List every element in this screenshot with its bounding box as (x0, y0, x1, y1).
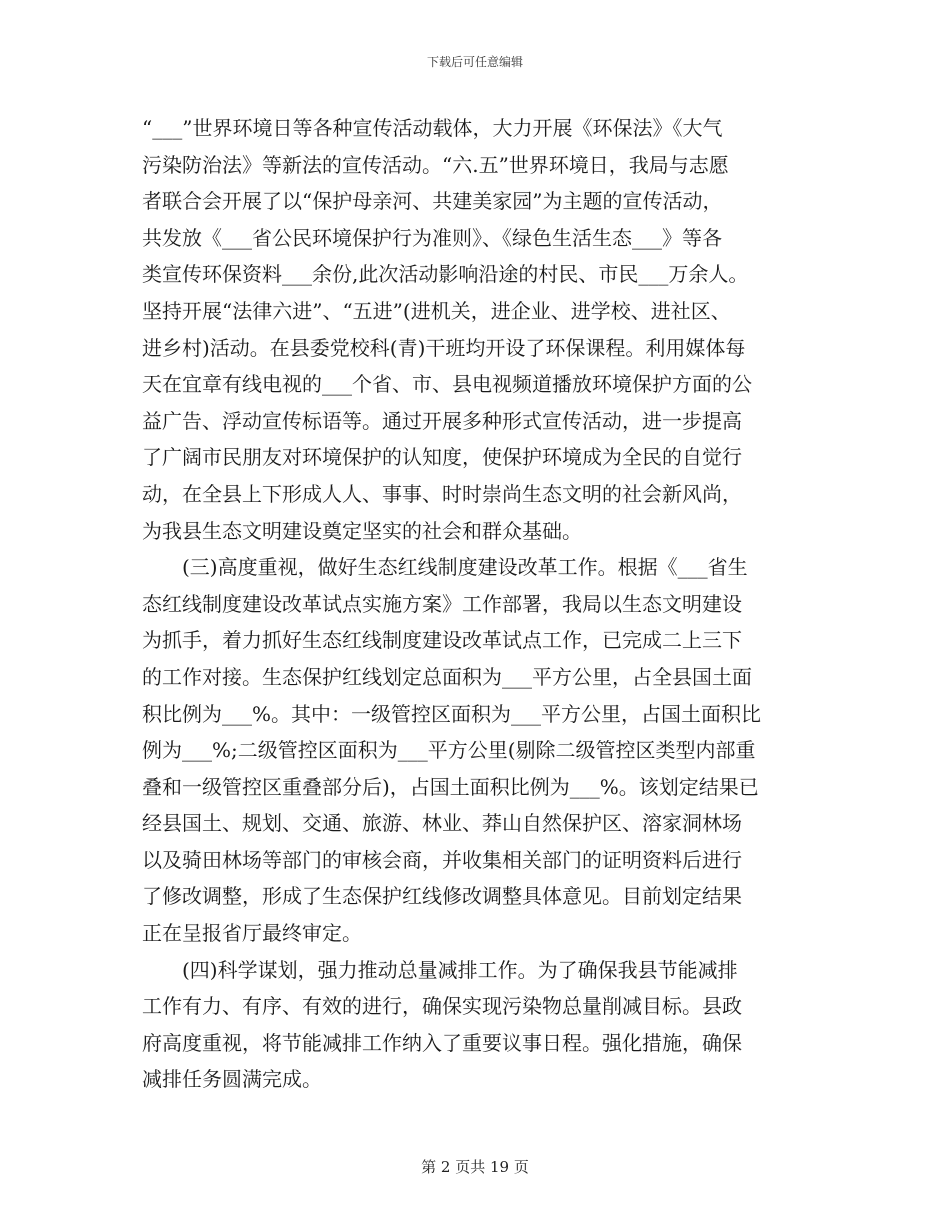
text-line: 为抓手，着力抓好生态红线制度建设改革试点工作，已完成二上三下 (142, 628, 742, 653)
text-line: 态红线制度建设改革试点实施方案》工作部署，我局以生态文明建设 (142, 591, 742, 616)
text-line: 正在呈报省厅最终审定。 (142, 921, 362, 946)
text-line: 经县国土、规划、交通、旅游、林业、莽山自然保护区、溶家洞林场 (142, 811, 742, 836)
text-line: (四)科学谋划，强力推动总量减排工作。为了确保我县节能减排 (182, 957, 738, 982)
document-body (142, 110, 822, 1098)
text-line: 益广告、浮动宣传标语等。通过开展多种形式宣传活动，进一步提高 (142, 408, 742, 433)
text-line: 以及骑田林场等部门的审核会商，并收集相关部门的证明资料后进行 (142, 847, 742, 872)
text-line: 了修改调整，形成了生态保护红线修改调整具体意见。目前划定结果 (142, 884, 742, 909)
text-line: 了广阔市民朋友对环境保护的认知度，使保护环境成为全民的自觉行 (142, 445, 742, 470)
text-line: 府高度重视，将节能减排工作纳入了重要议事日程。强化措施，确保 (142, 1030, 742, 1055)
text-line: 坚持开展“法律六进”、“五进”(进机关，进企业、进学校、进社区、 (142, 298, 731, 323)
text-line: 类宣传环保资料___余份,此次活动影响沿途的村民、市民___万余人。 (142, 262, 749, 287)
text-line: “___”世界环境日等各种宣传活动载体，大力开展《环保法》《大气 (142, 116, 723, 140)
text-line: (三)高度重视，做好生态红线制度建设改革工作。根据《___省生 (182, 555, 748, 580)
text-line: 的工作对接。生态保护红线划定总面积为___平方公里，占全县国土面 (142, 664, 752, 689)
text-line: 者联合会开展了以“保护母亲河、共建美家园”为主题的宣传活动， (142, 189, 723, 214)
text-line: 共发放《___省公民环境保护行为准则》、《绿色生活生态___》等各 (142, 225, 722, 250)
text-line: 减排任务圆满完成。 (142, 1067, 322, 1092)
text-line: 叠和一级管控区重叠部分后)，占国土面积比例为___%。该划定结果已 (142, 774, 759, 799)
text-line: 天在宜章有线电视的___个省、市、县电视频道播放环境保护方面的公 (142, 372, 752, 397)
text-line: 积比例为___%。其中：一级管控区面积为___平方公里，占国土面积比 (142, 701, 762, 726)
text-line: 动，在全县上下形成人人、事事、时时崇尚生态文明的社会新风尚， (142, 481, 742, 506)
page-header-note: 下载后可任意编辑 (426, 55, 523, 69)
page-number: 第 2 页共 19 页 (421, 1158, 529, 1176)
text-line: 例为___%;二级管控区面积为___平方公里(剔除二级管控区类型内部重 (142, 738, 756, 763)
text-line: 为我县生态文明建设奠定坚实的社会和群众基础。 (142, 518, 582, 543)
text-line: 工作有力、有序、有效的进行，确保实现污染物总量削减目标。县政 (142, 994, 742, 1019)
text-line: 污染防治法》等新法的宣传活动。“六.五”世界环境日，我局与志愿 (142, 152, 729, 177)
text-line: 进乡村)活动。在县委党校科(青)干班均开设了环保课程。利用媒体每 (142, 335, 746, 360)
